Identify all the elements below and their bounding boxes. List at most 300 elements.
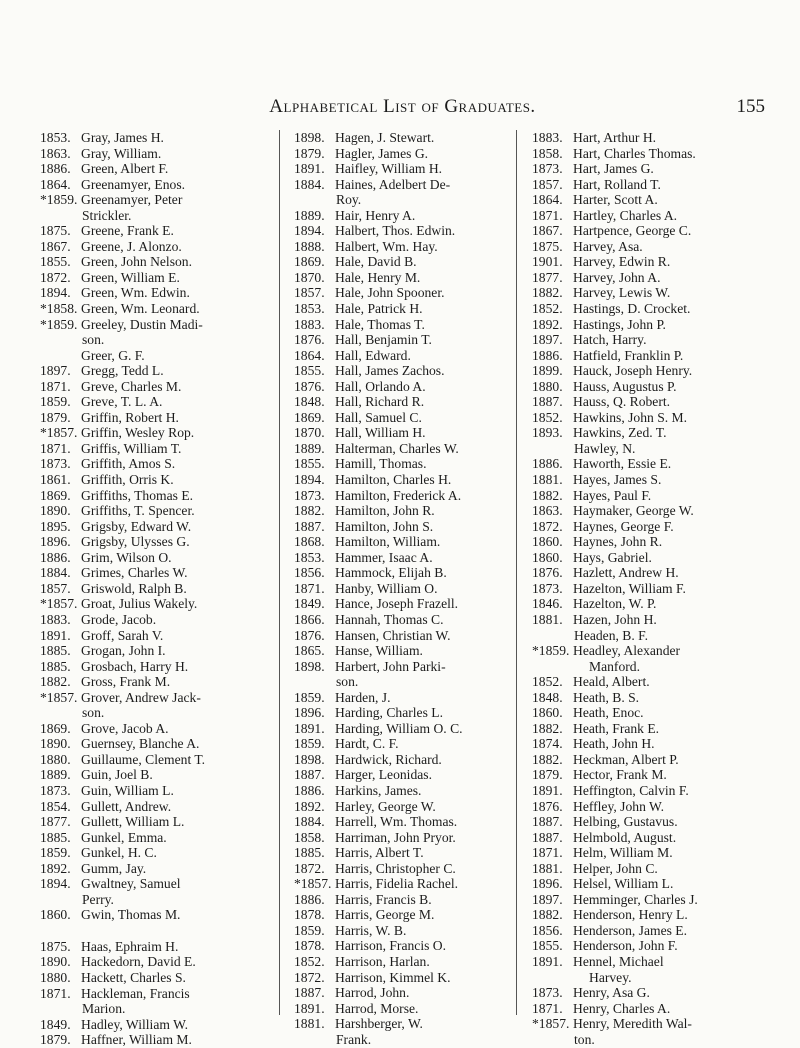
graduate-entry xyxy=(40,721,250,737)
graduation-year: 1864. xyxy=(294,347,325,363)
graduate-name: Hauss, Q. Robert. xyxy=(573,394,671,410)
graduate-name: Haynes, George F. xyxy=(573,518,674,534)
graduate-entry xyxy=(40,348,250,364)
graduate-name-continuation: Perry. xyxy=(82,891,114,907)
graduate-entry xyxy=(40,441,250,457)
graduate-entry xyxy=(40,177,250,193)
graduation-year: 1890. xyxy=(40,503,71,519)
graduate-entry xyxy=(294,208,506,224)
graduation-year: 1882. xyxy=(532,907,563,923)
graduation-year: 1869. xyxy=(294,254,325,270)
graduate-entry xyxy=(40,254,250,270)
graduation-year: 1877. xyxy=(532,269,563,285)
graduation-year: 1857. xyxy=(294,285,325,301)
graduate-name: Hauck, Joseph Henry. xyxy=(573,363,693,379)
graduation-year: 1873. xyxy=(532,161,563,177)
graduate-name: Hackedorn, David E. xyxy=(81,954,196,970)
graduate-entry xyxy=(294,161,506,177)
graduate-entry xyxy=(532,192,772,208)
graduation-year: 1857. xyxy=(40,580,71,596)
graduate-name: Hagler, James G. xyxy=(335,145,429,161)
graduate-entry xyxy=(532,845,772,861)
graduate-entry xyxy=(294,659,506,690)
graduate-entry xyxy=(294,767,506,783)
graduation-year: 1894. xyxy=(294,223,325,239)
page-title: Alphabetical List of Graduates. xyxy=(269,96,536,117)
graduation-year: 1874. xyxy=(532,736,563,752)
graduate-name: Hair, Henry A. xyxy=(335,207,416,223)
graduate-name: Griswold, Ralph B. xyxy=(81,580,187,596)
graduate-name: Griffith, Amos S. xyxy=(81,456,176,472)
graduation-year: 1894. xyxy=(40,285,71,301)
graduation-year: 1860. xyxy=(532,549,563,565)
graduate-entry xyxy=(40,628,250,644)
graduate-name: Grove, Jacob A. xyxy=(81,720,169,736)
graduate-entry xyxy=(40,239,250,255)
graduation-year: 1871. xyxy=(40,985,71,1001)
graduate-name: Haymaker, George W. xyxy=(573,503,694,519)
graduation-year: 1872. xyxy=(294,969,325,985)
graduate-entry xyxy=(40,736,250,752)
graduation-year: 1882. xyxy=(532,751,563,767)
graduation-year: 1863. xyxy=(532,503,563,519)
graduate-name: Hall, Edward. xyxy=(335,347,411,363)
graduate-entry xyxy=(532,550,772,566)
graduate-entry xyxy=(532,223,772,239)
graduation-year: 1898. xyxy=(294,751,325,767)
graduation-year: 1886. xyxy=(532,347,563,363)
graduate-entry xyxy=(532,596,772,612)
graduation-year: 1891. xyxy=(294,161,325,177)
graduation-year: 1875. xyxy=(40,223,71,239)
graduate-name: Harris, Albert T. xyxy=(335,845,424,861)
graduation-year: 1860. xyxy=(40,907,71,923)
graduate-entry xyxy=(40,519,250,535)
graduate-name: Heath, B. S. xyxy=(573,689,640,705)
graduate-name: Harrison, Kimmel K. xyxy=(335,969,451,985)
graduate-entry xyxy=(40,752,250,768)
graduation-year: 1861. xyxy=(40,472,71,488)
graduate-entry xyxy=(40,317,250,348)
graduation-year: 1858. xyxy=(294,829,325,845)
graduate-name: Hammer, Isaac A. xyxy=(335,549,433,565)
page-header xyxy=(40,96,765,126)
graduate-entry xyxy=(40,612,250,628)
graduate-entry xyxy=(294,705,506,721)
graduate-name: Haworth, Essie E. xyxy=(573,456,672,472)
graduate-name-continuation: Strickler. xyxy=(82,207,132,223)
graduate-name: Hayes, James S. xyxy=(573,472,662,488)
graduation-year: 1887. xyxy=(294,985,325,1001)
graduate-entry xyxy=(294,254,506,270)
graduate-entry xyxy=(532,239,772,255)
graduate-entry xyxy=(294,892,506,908)
graduate-entry xyxy=(532,1001,772,1017)
graduate-name-continuation: Headen, B. F. xyxy=(574,627,649,643)
graduate-entry xyxy=(294,519,506,535)
graduate-entry xyxy=(40,674,250,690)
graduate-name: Hector, Frank M. xyxy=(573,767,667,783)
graduate-name: Hart, Rolland T. xyxy=(573,176,661,192)
graduate-entry xyxy=(294,845,506,861)
graduate-entry xyxy=(40,845,250,861)
graduation-year: 1895. xyxy=(40,518,71,534)
column-divider xyxy=(516,130,517,1015)
graduate-entry xyxy=(40,130,250,146)
graduation-year: 1899. xyxy=(532,363,563,379)
graduation-year: 1891. xyxy=(532,953,563,969)
graduate-entry xyxy=(532,317,772,333)
graduate-entry xyxy=(294,130,506,146)
graduation-year: 1897. xyxy=(40,363,71,379)
graduate-name: Grigsby, Edward W. xyxy=(81,518,192,534)
graduate-entry xyxy=(294,332,506,348)
graduation-year: 1860. xyxy=(532,705,563,721)
graduate-name: Gumm, Jay. xyxy=(81,860,147,876)
graduate-name: Harkins, James. xyxy=(335,782,422,798)
graduate-name: Guin, William L. xyxy=(81,782,174,798)
graduate-entry xyxy=(294,565,506,581)
graduate-entry xyxy=(532,938,772,954)
graduate-entry xyxy=(294,970,506,986)
graduate-entry xyxy=(532,208,772,224)
graduation-year: 1873. xyxy=(532,580,563,596)
graduate-name: Harrod, Morse. xyxy=(335,1000,419,1016)
graduate-entry xyxy=(532,379,772,395)
graduate-entry xyxy=(532,612,772,643)
graduate-entry xyxy=(294,830,506,846)
graduate-name: Hagen, J. Stewart. xyxy=(335,130,435,145)
graduate-entry xyxy=(532,861,772,877)
graduate-name: Hazelton, W. P. xyxy=(573,596,657,612)
graduate-entry xyxy=(40,285,250,301)
graduation-year: 1885. xyxy=(40,643,71,659)
graduate-name: Hartley, Charles A. xyxy=(573,207,678,223)
graduate-entry xyxy=(40,410,250,426)
graduate-name: Greenamyer, Peter xyxy=(81,192,183,208)
graduate-name: Hazelton, William F. xyxy=(573,580,686,596)
graduation-year: 1865. xyxy=(294,643,325,659)
graduate-name-continuation: Hawley, N. xyxy=(574,440,636,456)
graduation-year: 1858. xyxy=(532,145,563,161)
graduate-name: Helmbold, August. xyxy=(573,829,677,845)
graduate-name: Harris, W. B. xyxy=(335,922,407,938)
graduate-entry xyxy=(294,954,506,970)
graduate-entry xyxy=(532,301,772,317)
graduation-year: 1870. xyxy=(294,269,325,285)
graduate-name: Heald, Albert. xyxy=(573,674,650,690)
graduate-name: Harrod, John. xyxy=(335,985,410,1001)
graduate-name: Haynes, John R. xyxy=(573,534,663,550)
graduation-year: 1887. xyxy=(294,767,325,783)
graduate-name: Henderson, Henry L. xyxy=(573,907,688,923)
graduate-name: Hale, David B. xyxy=(335,254,417,270)
graduate-name: Gullett, Andrew. xyxy=(81,798,172,814)
graduation-year: 1891. xyxy=(532,782,563,798)
graduation-year: 1881. xyxy=(532,860,563,876)
graduate-entry xyxy=(532,270,772,286)
graduate-entry xyxy=(40,456,250,472)
graduation-year: 1887. xyxy=(532,394,563,410)
graduate-entry xyxy=(294,736,506,752)
graduate-name: Henderson, John F. xyxy=(573,938,678,954)
graduate-entry xyxy=(294,628,506,644)
graduation-year: 1855. xyxy=(40,254,71,270)
graduate-entry xyxy=(40,861,250,877)
graduate-entry xyxy=(40,270,250,286)
graduate-name: Heffley, John W. xyxy=(573,798,664,814)
graduate-name: Hannah, Thomas C. xyxy=(335,611,444,627)
graduation-year: 1866. xyxy=(294,611,325,627)
graduate-name: Heath, Frank E. xyxy=(573,720,660,736)
graduate-entry xyxy=(532,830,772,846)
graduation-year: 1876. xyxy=(532,798,563,814)
graduation-year: 1884. xyxy=(40,565,71,581)
graduation-year: 1859. xyxy=(294,736,325,752)
graduate-name: Henry, Asa G. xyxy=(573,985,650,1001)
graduate-entry xyxy=(294,861,506,877)
graduate-name: Greenamyer, Enos. xyxy=(81,176,186,192)
graduate-name: Hall, Benjamin T. xyxy=(335,332,432,348)
graduate-name: Hazen, John H. xyxy=(573,611,657,627)
graduation-year: 1880. xyxy=(40,751,71,767)
graduation-year: 1879. xyxy=(40,409,71,425)
graduate-entry xyxy=(532,472,772,488)
graduate-name: Helbing, Gustavus. xyxy=(573,814,678,830)
graduation-year: 1881. xyxy=(294,1016,325,1032)
graduate-entry xyxy=(532,456,772,472)
graduation-year: 1880. xyxy=(40,969,71,985)
graduation-year: 1853. xyxy=(294,301,325,317)
graduate-name: Hart, Arthur H. xyxy=(573,130,657,145)
graduate-name: Henry, Meredith Wal- xyxy=(573,1016,692,1032)
graduate-name: Hamilton, John S. xyxy=(335,518,434,534)
graduate-name: Greene, Frank E. xyxy=(81,223,174,239)
graduate-entry xyxy=(40,986,250,1017)
graduation-year: 1897. xyxy=(532,332,563,348)
graduate-entry xyxy=(40,534,250,550)
graduation-year: 1877. xyxy=(40,814,71,830)
graduate-name: Harvey, Lewis W. xyxy=(573,285,671,301)
graduate-name: Hall, William H. xyxy=(335,425,426,441)
graduation-year: 1857. xyxy=(532,176,563,192)
graduation-year: 1880. xyxy=(532,378,563,394)
graduation-year: 1891. xyxy=(40,627,71,643)
graduate-entry xyxy=(532,1016,772,1047)
graduate-name: Hadley, William W. xyxy=(81,1016,189,1032)
graduate-name: Harley, George W. xyxy=(335,798,436,814)
graduate-entry xyxy=(294,488,506,504)
graduation-year: 1879. xyxy=(294,145,325,161)
graduate-name: Grimes, Charles W. xyxy=(81,565,188,581)
graduate-entry xyxy=(532,348,772,364)
graduate-entry xyxy=(532,581,772,597)
graduate-name: Harvey, Asa. xyxy=(573,238,643,254)
graduation-year: 1873. xyxy=(532,985,563,1001)
graduate-name: Hauss, Augustus P. xyxy=(573,378,677,394)
graduate-name-continuation: Frank. xyxy=(336,1031,372,1047)
graduation-year: 1869. xyxy=(294,409,325,425)
graduate-name: Harding, William O. C. xyxy=(335,720,463,736)
graduate-name: Hale, Patrick H. xyxy=(335,301,423,317)
graduate-entry xyxy=(532,332,772,348)
graduate-name: Greve, Charles M. xyxy=(81,378,182,394)
graduate-entry xyxy=(294,270,506,286)
graduate-entry xyxy=(40,363,250,379)
graduate-name: Harris, Francis B. xyxy=(335,891,432,907)
graduate-name: Hackett, Charles S. xyxy=(81,969,186,985)
graduation-year: 1869. xyxy=(40,487,71,503)
graduate-name: Hall, Orlando A. xyxy=(335,378,426,394)
graduate-entry xyxy=(532,907,772,923)
graduate-name: Helm, William M. xyxy=(573,845,673,861)
graduation-year: 1886. xyxy=(294,891,325,907)
graduation-year: 1876. xyxy=(294,627,325,643)
graduation-year: 1883. xyxy=(294,316,325,332)
graduate-name: Grigsby, Ulysses G. xyxy=(81,534,190,550)
graduation-year: 1855. xyxy=(532,938,563,954)
graduate-entry xyxy=(294,923,506,939)
graduate-entry xyxy=(532,876,772,892)
graduate-name-continuation: ton. xyxy=(574,1031,595,1047)
graduate-name: Harris, Christopher C. xyxy=(335,860,456,876)
graduate-name: Hale, Henry M. xyxy=(335,269,421,285)
graduation-year: 1871. xyxy=(294,580,325,596)
graduate-entry xyxy=(294,146,506,162)
graduate-name: Harding, Charles L. xyxy=(335,705,443,721)
graduate-name: Hartpence, George C. xyxy=(573,223,692,239)
graduate-entry xyxy=(294,177,506,208)
graduation-year: 1886. xyxy=(40,161,71,177)
graduate-name: Harger, Leonidas. xyxy=(335,767,432,783)
graduation-year: 1882. xyxy=(294,503,325,519)
graduation-year: 1856. xyxy=(532,922,563,938)
graduation-year: 1848. xyxy=(532,689,563,705)
graduate-entry xyxy=(294,581,506,597)
graduate-name: Harter, Scott A. xyxy=(573,192,658,208)
graduate-name: Hall, Richard R. xyxy=(335,394,425,410)
graduate-name: Greve, T. L. A. xyxy=(81,394,163,410)
graduate-name: Headley, Alexander xyxy=(573,643,681,659)
graduate-name: Hart, James G. xyxy=(573,161,654,177)
graduate-entry xyxy=(532,892,772,908)
graduate-entry xyxy=(40,223,250,239)
graduate-name: Hall, James Zachos. xyxy=(335,363,445,379)
graduate-name: Halterman, Charles W. xyxy=(335,440,459,456)
graduate-name-continuation: Manford. xyxy=(589,658,640,674)
graduation-year: 1886. xyxy=(532,456,563,472)
graduate-name: Helsel, William L. xyxy=(573,876,674,892)
graduation-year: 1898. xyxy=(294,130,325,145)
graduation-year: *1857. xyxy=(294,876,332,892)
graduate-entry xyxy=(532,534,772,550)
graduation-year: *1859. xyxy=(532,643,570,659)
graduation-year: 1870. xyxy=(294,425,325,441)
graduate-name: Hatfield, Franklin P. xyxy=(573,347,684,363)
graduate-entry xyxy=(532,130,772,146)
graduation-year: 1856. xyxy=(294,565,325,581)
graduation-year: 1873. xyxy=(294,487,325,503)
graduate-entry xyxy=(294,425,506,441)
graduate-entry xyxy=(294,285,506,301)
graduate-name: Grover, Andrew Jack- xyxy=(81,689,201,705)
graduate-name: Green, William E. xyxy=(81,269,180,285)
graduate-entry xyxy=(40,939,250,955)
graduation-year: 1860. xyxy=(532,534,563,550)
graduate-entry xyxy=(532,146,772,162)
graduate-name: Hall, Samuel C. xyxy=(335,409,422,425)
graduate-name-continuation: son. xyxy=(82,705,105,721)
graduation-year: 1896. xyxy=(40,534,71,550)
graduation-year: 1890. xyxy=(40,736,71,752)
graduate-name: Harrison, Harlan. xyxy=(335,953,430,969)
graduation-year: 1894. xyxy=(40,876,71,892)
graduate-entry xyxy=(294,596,506,612)
graduate-entry xyxy=(532,363,772,379)
graduate-name: Hamilton, Charles H. xyxy=(335,472,452,488)
graduate-name: Grode, Jacob. xyxy=(81,611,157,627)
graduate-entry xyxy=(532,503,772,519)
graduation-year: 1882. xyxy=(40,674,71,690)
graduate-name: Heath, Enoc. xyxy=(573,705,644,721)
graduate-name: Halbert, Thos. Edwin. xyxy=(335,223,456,239)
graduate-name: Hastings, John P. xyxy=(573,316,666,332)
graduate-name: Helper, John C. xyxy=(573,860,658,876)
graduate-entry xyxy=(532,674,772,690)
graduate-name-continuation: son. xyxy=(82,332,105,348)
graduate-entry xyxy=(40,550,250,566)
graduation-year: 1887. xyxy=(294,518,325,534)
graduation-year: 1894. xyxy=(294,472,325,488)
graduate-name: Greene, J. Alonzo. xyxy=(81,238,182,254)
graduate-name: Harvey, Edwin R. xyxy=(573,254,671,270)
graduate-name: Harris, George M. xyxy=(335,907,435,923)
graduation-year: 1848. xyxy=(294,394,325,410)
graduate-name: Hamilton, Frederick A. xyxy=(335,487,462,503)
graduate-entry xyxy=(532,161,772,177)
graduate-name: Hamilton, William. xyxy=(335,534,441,550)
graduation-year: 1863. xyxy=(40,145,71,161)
graduate-entry xyxy=(40,830,250,846)
graduate-name: Hazlett, Andrew H. xyxy=(573,565,679,581)
graduate-entry xyxy=(40,659,250,675)
graduate-entry xyxy=(532,736,772,752)
graduate-entry xyxy=(294,379,506,395)
graduate-name: Gregg, Tedd L. xyxy=(81,363,164,379)
graduate-entry xyxy=(40,767,250,783)
graduate-entry xyxy=(532,254,772,270)
graduate-name-continuation: son. xyxy=(336,674,359,690)
graduate-entry xyxy=(40,690,250,721)
graduate-entry xyxy=(294,348,506,364)
graduation-year: 1855. xyxy=(294,456,325,472)
graduate-name: Grosbach, Harry H. xyxy=(81,658,189,674)
graduate-name: Green, John Nelson. xyxy=(81,254,192,270)
graduate-name: Hawkins, Zed. T. xyxy=(573,425,667,441)
graduation-year: 1893. xyxy=(532,425,563,441)
graduation-year: 1853. xyxy=(40,130,71,145)
graduate-name: Guin, Joel B. xyxy=(81,767,153,783)
graduation-year: 1846. xyxy=(532,596,563,612)
graduate-name: Harbert, John Parki- xyxy=(335,658,446,674)
graduate-entry xyxy=(294,643,506,659)
graduate-name: Hamilton, John R. xyxy=(335,503,435,519)
graduation-year: 1881. xyxy=(532,611,563,627)
graduation-year: 1873. xyxy=(40,782,71,798)
graduate-name: Groat, Julius Wakely. xyxy=(81,596,198,612)
graduate-entry xyxy=(532,643,772,674)
graduate-entry xyxy=(40,799,250,815)
